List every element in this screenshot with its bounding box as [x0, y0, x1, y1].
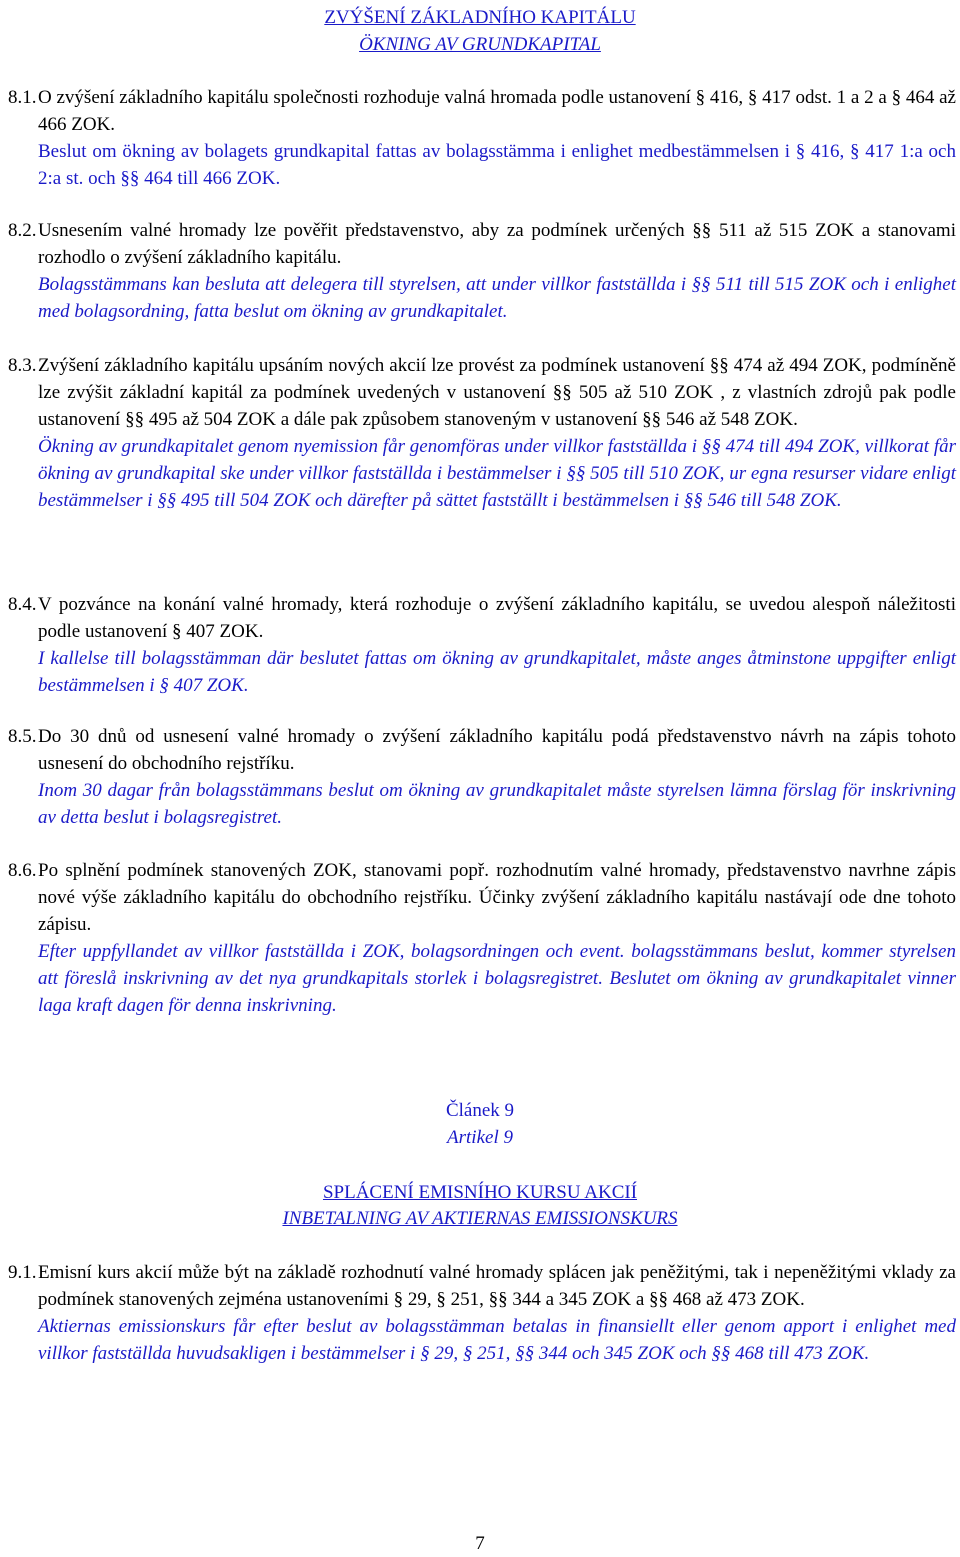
section-8-3	[8, 352, 956, 514]
section-8-2	[8, 217, 956, 325]
section-8-6	[8, 857, 956, 1019]
section-text-sv: Aktiernas emissionskurs får efter beslut av bolagsstämman betalas in finansiellt eller genom apport i enlighet med villkor fastställda huvudsakligen i bestämmelser i § 29, § 251, §§ 344 och 345 ZOK och §§ 468 till 473 ZOK.	[38, 1316, 956, 1364]
section-text-sv: I kallelse till bolagsstämman där beslutet fattas om ökning av grundkapitalet, måste anges åtminstone uppgifter enligt bestämmelsen i § 407 ZOK.	[38, 648, 956, 696]
page-number: 7	[475, 1533, 485, 1554]
section-number: 8.1.	[8, 87, 37, 108]
section-text-cz: O zvýšení základního kapitálu společnosti rozhoduje valná hromada podle ustanovení § 416, § 417 odst. 1 a 2 a § 464 až 466 ZOK.	[38, 87, 956, 135]
section-number: 9.1.	[8, 1262, 37, 1283]
section-9-1	[8, 1259, 956, 1367]
section-number: 8.3.	[8, 355, 37, 376]
section-8-5	[8, 723, 956, 831]
section-text-sv: Inom 30 dagar från bolagsstämmans beslut om ökning av grundkapitalet måste styrelsen lämna förslag för inskrivning av detta beslut i bolagsregistret.	[38, 780, 956, 828]
section-text-sv: Bolagsstämmans kan besluta att delegera till styrelsen, att under villkor fastställda i §§ 511 till 515 ZOK och i enlighet med bolagsordning, fatta beslut om ökning av grundkapitalet.	[38, 274, 956, 322]
section-text-sv: Ökning av grundkapitalet genom nyemission får genomföras under villkor fastställda i §§ 474 till 494 ZOK, villkorat får ökning av grundkapital ske under villkor fastställda i bestämmelser i §§ 505 till 510 ZOK, ur egna resurser vidare enligt bestämmelser i §§ 495 till 504 ZOK och därefter på sättet fastställt i bestämmelsen i §§ 546 till 548 ZOK.	[38, 436, 956, 511]
section-number: 8.5.	[8, 726, 37, 747]
section-text-cz: V pozvánce na konání valné hromady, která rozhoduje o zvýšení základního kapitálu, se uvedou alespoň náležitosti podle ustanovení § 407 ZOK.	[38, 594, 956, 642]
section-number: 8.4.	[8, 594, 37, 615]
section-number: 8.6.	[8, 860, 37, 881]
section-text-cz: Emisní kurs akcií může být na základě rozhodnutí valné hromady splácen jak peněžitými, tak i nepeněžitými vklady za podmínek stanovených zejména ustanoveními § 29, § 251, §§ 344 a 345 ZOK a §§ 468 až 473 ZOK.	[38, 1262, 956, 1310]
heading-cz: ZVÝŠENÍ ZÁKLADNÍHO KAPITÁLU	[324, 7, 636, 28]
section-text-sv: Efter uppfyllandet av villkor fastställda i ZOK, bolagsordningen och event. bolagsstämmans beslut, kommer styrelsen att föreslå inskrivning av det nya grundkapitals storlek i bolagsregistret. Beslutet om ökning av grundkapitalet vinner laga kraft dagen för denna inskrivning.	[38, 941, 956, 1016]
section-8-1	[8, 84, 956, 192]
article-title-sv: INBETALNING AV AKTIERNAS EMISSIONSKURS	[282, 1208, 678, 1229]
section-text-sv: Beslut om ökning av bolagets grundkapital fattas av bolagsstämma i enlighet medbestämmelsen i § 416, § 417 1:a och 2:a st. och §§ 464 till 466 ZOK.	[38, 141, 956, 189]
section-text-cz: Zvýšení základního kapitálu upsáním nových akcií lze provést za podmínek ustanovení §§ 474 až 494 ZOK, podmíněně lze zvýšit základní kapitál za podmínek uvedených v ustanovení §§ 505 až 510 ZOK , z vlastních zdrojů pak podle ustanovení §§ 495 až 504 ZOK a dále pak způsobem stanoveným v ustanovení §§ 546 až 548 ZOK.	[38, 355, 956, 430]
section-text-cz: Po splnění podmínek stanovených ZOK, stanovami popř. rozhodnutím valné hromady, představenstvo navrhne zápis nové výše základního kapitálu do obchodního rejstříku. Účinky zvýšení základního kapitálu nastávají ode dne tohoto zápisu.	[38, 860, 956, 935]
section-text-cz: Usnesením valné hromady lze pověřit představenstvo, aby za podmínek určených §§ 511 až 515 ZOK a stanovami rozhodlo o zvýšení základního kapitálu.	[38, 220, 956, 268]
article-label-cz: Článek 9	[445, 1100, 515, 1121]
article-title-cz: SPLÁCENÍ EMISNÍHO KURSU AKCIÍ	[322, 1182, 638, 1203]
article-label-sv: Artikel 9	[447, 1127, 513, 1148]
heading-sv: ÖKNING AV GRUNDKAPITAL	[359, 34, 601, 55]
section-8-4	[8, 591, 956, 699]
section-number: 8.2.	[8, 220, 37, 241]
section-text-cz: Do 30 dnů od usnesení valné hromady o zvýšení základního kapitálu podá představenstvo návrh na zápis tohoto usnesení do obchodního rejstříku.	[38, 726, 956, 774]
